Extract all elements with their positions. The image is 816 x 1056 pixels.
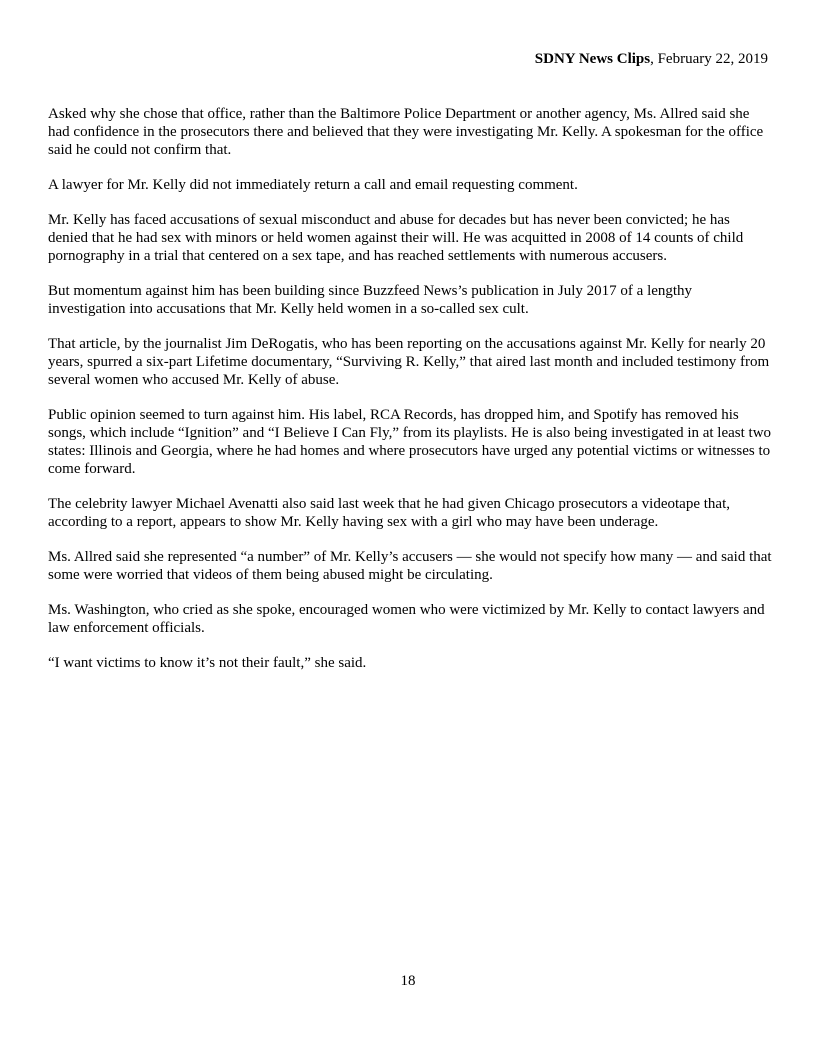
publication-date: , February 22, 2019 (650, 51, 768, 67)
paragraph: The celebrity lawyer Michael Avenatti also said last week that he had given Chicago prosecutors a videotape that, according to a report, appears to show Mr. Kelly having sex with a girl who may have been underage. (48, 496, 730, 530)
paragraph: Asked why she chose that office, rather than the Baltimore Police Department or another agency, Ms. Allred said she had confidence in the prosecutors there and believed that they were investigating Mr. Kelly. A spokesman for the office said he could not confirm that. (48, 106, 764, 158)
article-body (48, 105, 772, 689)
publication-name: SDNY News Clips (534, 51, 651, 67)
paragraph: But momentum against him has been building since Buzzfeed News’s publication in July 2017 of a lengthy investigation into accusations that Mr. Kelly held women in a so-called sex cult. (48, 283, 693, 317)
page-header (535, 50, 768, 68)
paragraph: Ms. Washington, who cried as she spoke, encouraged women who were victimized by Mr. Kelly to contact lawyers and law enforcement officials. (48, 602, 765, 636)
paragraph: A lawyer for Mr. Kelly did not immediately return a call and email requesting comment. (48, 177, 578, 193)
paragraph: Mr. Kelly has faced accusations of sexual misconduct and abuse for decades but has never been convicted; he has denied that he had sex with minors or held women against their will. He was acquitted in 2008 of 14 counts of child pornography in a trial that centered on a sex tape, and has reached settlements with numerous accusers. (48, 212, 744, 264)
paragraph: Public opinion seemed to turn against him. His label, RCA Records, has dropped him, and Spotify has removed his songs, which include “Ignition” and “I Believe I Can Fly,” from its playlists. He is also being investigated in at least two states: Illinois and Georgia, where he had homes and where prosecutors have urged any potential victims or witnesses to come forward. (48, 407, 772, 477)
paragraph: That article, by the journalist Jim DeRogatis, who has been reporting on the accusations against Mr. Kelly for nearly 20 years, spurred a six-part Lifetime documentary, “Surviving R. Kelly,” that aired last month and included testimony from several women who accused Mr. Kelly of abuse. (48, 336, 770, 388)
paragraph: “I want victims to know it’s not their fault,” she said. (48, 655, 367, 671)
page-number: 18 (400, 973, 416, 989)
paragraph: Ms. Allred said she represented “a number” of Mr. Kelly’s accusers — she would not specify how many — and said that some were worried that videos of them being abused might be circulating. (48, 549, 772, 583)
